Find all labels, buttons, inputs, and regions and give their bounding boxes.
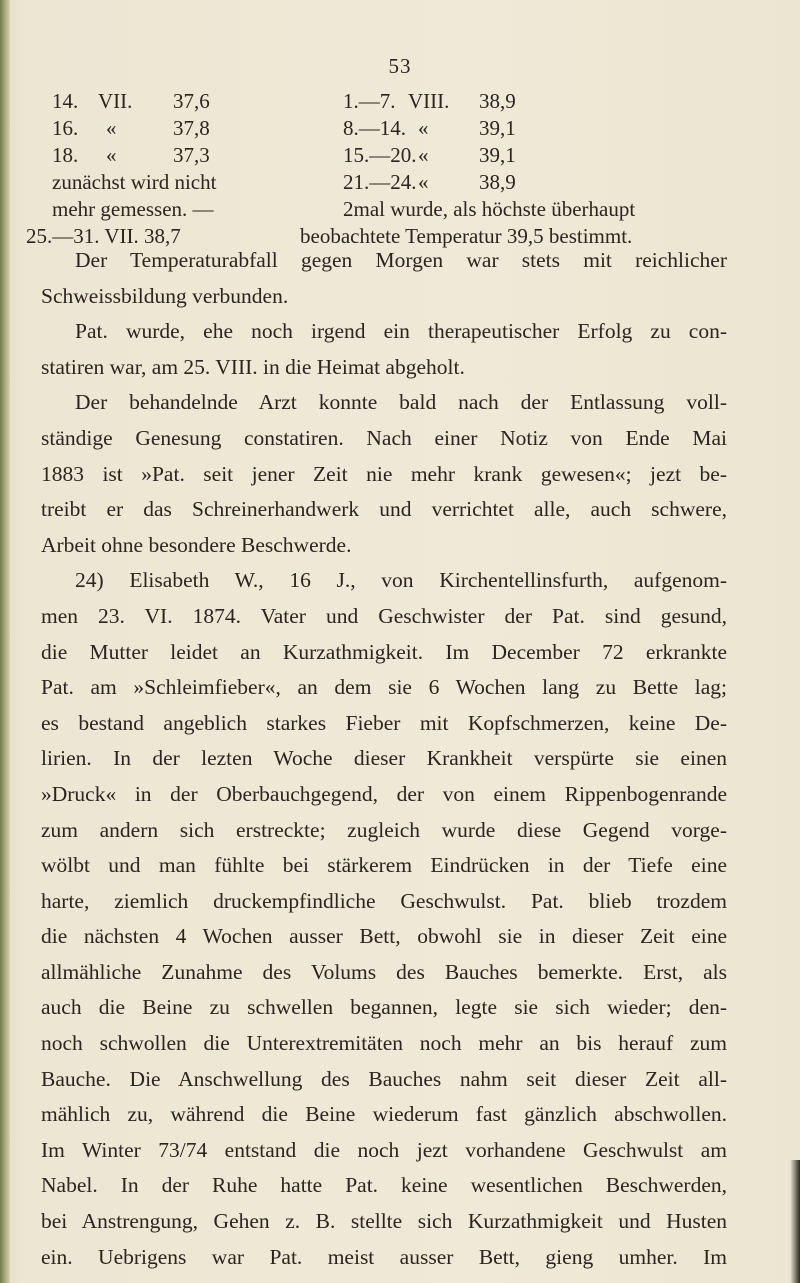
page-edge-shadow: [790, 1160, 800, 1283]
text-line: harte, ziemlich druckempfindliche Geschwulst. Pat. blieb trozdem: [41, 888, 727, 913]
text-line: die nächsten 4 Wochen ausser Bett, obwohl sie in dieser Zeit eine: [41, 924, 727, 949]
month-cell: «: [418, 170, 429, 194]
text-line: bei Anstrengung, Gehen z. B. stellte sich Kurzathmigkeit und Husten: [41, 1209, 727, 1234]
text-line: 1883 ist »Pat. seit jener Zeit nie mehr krank gewesen«; jezt be-: [41, 461, 727, 486]
date-cell: 21.—24.: [343, 170, 417, 194]
text-line: zum andern sich erstreckte; zugleich wurde diese Gegend vorge-: [41, 817, 727, 842]
text-line: treibt er das Schreinerhandwerk und verrichtet alle, auch schwere,: [41, 497, 727, 522]
temperature-row: [0, 169, 800, 196]
note-text: 25.—31. VII. 38,7: [26, 224, 181, 248]
text-line: lirien. In der lezten Woche dieser Krankheit verspürte sie einen: [41, 746, 727, 771]
temperature-table: [0, 88, 800, 250]
text-line: men 23. VI. 1874. Vater und Geschwister der Pat. sind gesund,: [41, 603, 727, 628]
text-line: noch schwollen die Unterextremitäten noch mehr an bis herauf zum: [41, 1031, 727, 1056]
temperature-row: [0, 196, 800, 223]
text-line: Nabel. In der Ruhe hatte Pat. keine wesentlichen Beschwerden,: [41, 1173, 727, 1198]
body-text: [41, 243, 727, 1275]
text-line: Arbeit ohne besondere Beschwerde.: [41, 532, 352, 557]
temperature-cell: 38,9: [479, 170, 516, 194]
month-cell: «: [106, 143, 117, 167]
paragraph: [41, 314, 727, 385]
text-line: statiren war, am 25. VIII. in die Heimat abgeholt.: [41, 354, 465, 379]
temperature-row: [0, 142, 800, 169]
note-text: 2mal wurde, als höchste überhaupt: [343, 197, 636, 221]
text-line: Im Winter 73/74 entstand die noch jezt vorhandene Geschwulst am: [41, 1137, 727, 1162]
date-cell: 1.—7.: [343, 89, 396, 113]
paragraph: [41, 385, 727, 563]
text-line: die Mutter leidet an Kurzathmigkeit. Im December 72 erkrankte: [41, 639, 727, 664]
date-cell: 8.—14.: [343, 116, 406, 140]
month-cell: «: [418, 116, 429, 140]
text-line: ständige Genesung constatiren. Nach einer Notiz von Ende Mai: [41, 425, 727, 450]
text-line: auch die Beine zu schwellen begannen, legte sie sich wieder; den-: [41, 995, 727, 1020]
text-line: allmähliche Zunahme des Volums des Bauches bemerkte. Erst, als: [41, 959, 727, 984]
temperature-row: [0, 115, 800, 142]
text-line: Bauche. Die Anschwellung des Bauches nahm seit dieser Zeit all-: [41, 1066, 727, 1091]
text-line: es bestand angeblich starkes Fieber mit Kopfschmerzen, keine De-: [41, 710, 727, 735]
temperature-cell: 38,9: [479, 89, 516, 113]
temperature-cell: 37,3: [173, 143, 210, 167]
text-line: mählich zu, während die Beine wiederum fast gänzlich abschwollen.: [41, 1102, 727, 1127]
month-cell: «: [106, 116, 117, 140]
text-line: 24) Elisabeth W., 16 J., von Kirchentellinsfurth, aufgenom-: [75, 568, 727, 593]
text-line: ein. Uebrigens war Pat. meist ausser Bett, gieng umher. Im: [41, 1244, 727, 1269]
temperature-cell: 37,8: [173, 116, 210, 140]
date-cell: 16.: [52, 116, 79, 140]
note-text: mehr gemessen. —: [52, 197, 214, 221]
month-cell: «: [418, 143, 429, 167]
text-line: Pat. am »Schleimfieber«, an dem sie 6 Wochen lang zu Bette lag;: [41, 675, 727, 700]
temperature-row: [0, 88, 800, 115]
paragraph: [41, 563, 727, 1275]
month-cell: VII.: [98, 89, 133, 113]
text-line: »Druck« in der Oberbauchgegend, der von einem Rippenbogenrande: [41, 781, 727, 806]
page-number: 53: [388, 54, 412, 78]
temperature-cell: 39,1: [479, 143, 516, 167]
text-line: Der Temperaturabfall gegen Morgen war stets mit reichlicher: [75, 248, 727, 272]
month-cell: VIII.: [408, 89, 450, 113]
date-cell: 14.: [52, 89, 79, 113]
temperature-cell: 39,1: [479, 116, 516, 140]
text-line: Schweissbildung verbunden.: [41, 283, 289, 308]
text-line: Der behandelnde Arzt konnte bald nach der Entlassung voll-: [75, 390, 727, 415]
date-cell: 18.: [52, 143, 79, 167]
text-line: Pat. wurde, ehe noch irgend ein therapeutischer Erfolg zu con-: [75, 319, 727, 344]
paragraph: [41, 243, 727, 314]
note-text: beobachtete Temperatur 39,5 bestimmt.: [300, 224, 633, 248]
note-text: zunächst wird nicht: [52, 170, 217, 194]
date-cell: 15.—20.: [343, 143, 417, 167]
text-line: wölbt und man fühlte bei stärkerem Eindrücken in der Tiefe eine: [41, 853, 727, 878]
temperature-cell: 37,6: [173, 89, 210, 113]
